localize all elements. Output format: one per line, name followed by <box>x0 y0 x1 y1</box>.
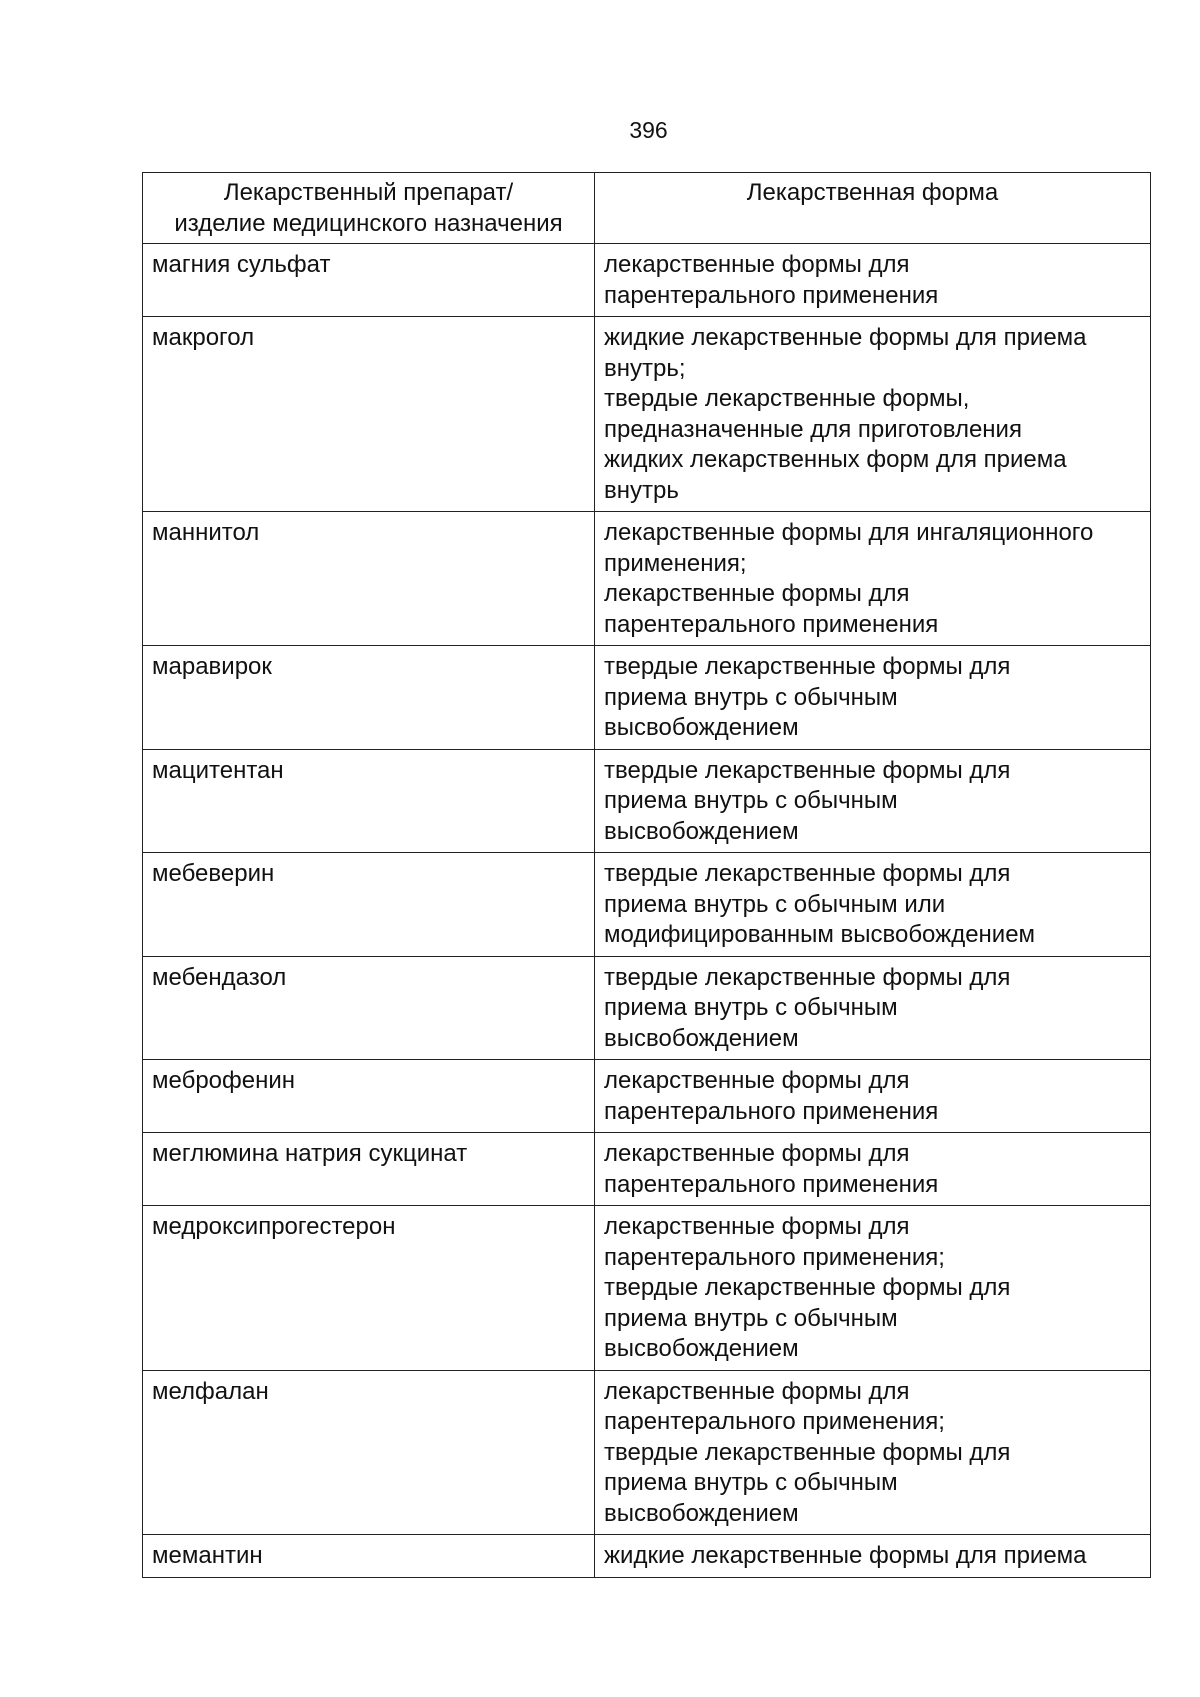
dosage-form-cell: лекарственные формы для парентерального применения <box>595 1060 1151 1133</box>
page-number: 396 <box>629 117 668 143</box>
dosage-form-cell: лекарственные формы для парентерального применения; твердые лекарственные формы для приема внутрь с обычным высвобождением <box>595 1370 1151 1535</box>
dosage-form-cell: твердые лекарственные формы для приема внутрь с обычным высвобождением <box>595 956 1151 1060</box>
header-dosage-form: Лекарственная форма <box>595 173 1151 244</box>
dosage-form-cell: жидкие лекарственные формы для приема <box>595 1535 1151 1578</box>
dosage-form-cell: жидкие лекарственные формы для приема внутрь; твердые лекарственные формы, предназначенные для приготовления жидких лекарственных форм для приема внутрь <box>595 317 1151 512</box>
table-row <box>143 1370 1151 1535</box>
drug-name-cell: медроксипрогестерон <box>143 1206 595 1371</box>
drug-name-cell: меброфенин <box>143 1060 595 1133</box>
table-row <box>143 317 1151 512</box>
table-row <box>143 853 1151 957</box>
dosage-form-cell: твердые лекарственные формы для приема внутрь с обычным высвобождением <box>595 749 1151 853</box>
drug-name-cell: мемантин <box>143 1535 595 1578</box>
drug-name-cell: магния сульфат <box>143 244 595 317</box>
table-row <box>143 244 1151 317</box>
table-row <box>143 1060 1151 1133</box>
drug-name-cell: маравирок <box>143 646 595 750</box>
drug-name-cell: мебеверин <box>143 853 595 957</box>
drug-name-cell: мебендазол <box>143 956 595 1060</box>
drug-table <box>142 172 1151 1578</box>
drug-name-cell: макрогол <box>143 317 595 512</box>
table-row <box>143 1206 1151 1371</box>
table-header-row <box>143 173 1151 244</box>
drug-name-cell: мацитентан <box>143 749 595 853</box>
dosage-form-cell: лекарственные формы для ингаляционного применения; лекарственные формы для парентерального применения <box>595 512 1151 646</box>
dosage-form-cell: лекарственные формы для парентерального применения <box>595 1133 1151 1206</box>
drug-name-cell: меглюмина натрия сукцинат <box>143 1133 595 1206</box>
table-row <box>143 749 1151 853</box>
table-row <box>143 512 1151 646</box>
drug-name-cell: мелфалан <box>143 1370 595 1535</box>
table-row <box>143 646 1151 750</box>
table-row <box>143 956 1151 1060</box>
drug-name-cell: маннитол <box>143 512 595 646</box>
header-drug-name: Лекарственный препарат/ изделие медицинского назначения <box>143 173 595 244</box>
dosage-form-cell: твердые лекарственные формы для приема внутрь с обычным высвобождением <box>595 646 1151 750</box>
table-row <box>143 1133 1151 1206</box>
dosage-form-cell: лекарственные формы для парентерального применения; твердые лекарственные формы для приема внутрь с обычным высвобождением <box>595 1206 1151 1371</box>
dosage-form-cell: лекарственные формы для парентерального применения <box>595 244 1151 317</box>
dosage-form-cell: твердые лекарственные формы для приема внутрь с обычным или модифицированным высвобождением <box>595 853 1151 957</box>
table-row <box>143 1535 1151 1578</box>
